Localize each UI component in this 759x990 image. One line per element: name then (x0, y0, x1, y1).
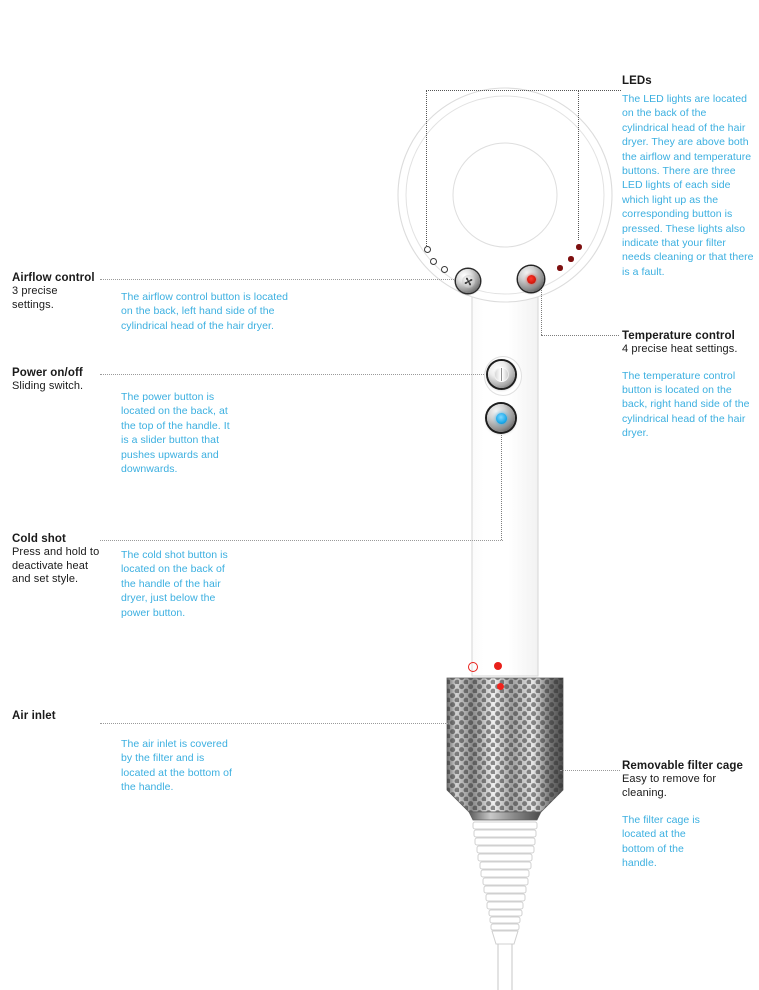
slider-icon (494, 367, 509, 382)
leader-power (100, 374, 490, 375)
callout-filter-cage-body: The filter cage is located at the bottom of the handle. (622, 814, 700, 870)
callout-cold-shot-title: Cold shot (12, 533, 66, 545)
filter-indicator-ring-icon (468, 662, 478, 672)
callout-air-inlet-body: The air inlet is covered by the filter and is located at the bottom of the handle. (121, 738, 232, 794)
airflow-control-button[interactable] (456, 269, 480, 293)
callout-airflow-control (12, 271, 96, 312)
callout-air-inlet (12, 709, 102, 723)
leader-air-inlet (100, 723, 450, 724)
temperature-control-button[interactable] (518, 266, 544, 292)
leader-leds-top (426, 90, 621, 91)
led-right-1 (576, 244, 582, 250)
filter-cage-alert-dot-icon (497, 683, 504, 690)
callout-cold-shot (12, 532, 107, 587)
callout-filter-cage-title: Removable filter cage (622, 760, 743, 772)
callout-filter-cage-subtitle: Easy to remove for cleaning. (622, 773, 717, 799)
callout-leds (622, 74, 754, 279)
power-slider-button[interactable] (488, 361, 515, 388)
leader-temperature-vertical (541, 288, 542, 335)
led-left-3 (441, 266, 448, 273)
callout-cold-shot-subtitle: Press and hold to deactivate heat and set style. (12, 546, 100, 585)
heat-indicator-icon (527, 275, 536, 284)
filter-indicator-dot-icon (494, 662, 502, 670)
callout-airflow-subtitle: 3 precise settings. (12, 285, 58, 311)
cold-shot-button[interactable] (487, 404, 515, 432)
callout-power-title: Power on/off (12, 367, 83, 379)
callout-airflow-body: The airflow control button is located on the back, left hand side of the cylindrical head of the hair dryer. (121, 291, 289, 332)
callout-temperature-control (622, 329, 754, 441)
leader-leds-left-vertical (426, 90, 427, 250)
callout-cold-shot-body: The cold shot button is located on the back of the handle of the hair dryer, just below the power button. (121, 549, 228, 619)
callout-temperature-title: Temperature control (622, 330, 735, 342)
callout-temperature-body: The temperature control button is located on the back, right hand side of the cylindrical head of the hair dryer. (622, 369, 750, 440)
led-right-2 (568, 256, 574, 262)
callout-leds-title: LEDs (622, 75, 652, 87)
callout-leds-body: The LED lights are located on the back of the cylindrical head of the hair dryer. They are above both the airflow and temperature buttons. There are three LED lights of each side which light up as the corresponding button is pressed. These lights also indicate that your filter needs cleaning or that there is a fault. (622, 93, 754, 278)
callout-power-subtitle: Sliding switch. (12, 380, 84, 392)
callout-air-inlet-title: Air inlet (12, 710, 56, 722)
callout-temperature-subtitle: 4 precise heat settings. (622, 343, 738, 355)
callout-airflow-title: Airflow control (12, 272, 95, 284)
fan-icon (462, 275, 475, 288)
led-left-2 (430, 258, 437, 265)
callout-power-body: The power button is located on the back, at the top of the handle. It is a slider button that pushes upwards and downwards. (121, 391, 230, 476)
leader-filter-cage (560, 770, 620, 771)
callout-power (12, 366, 96, 394)
led-left-1 (424, 246, 431, 253)
led-right-3 (557, 265, 563, 271)
callout-filter-cage (622, 759, 758, 871)
cold-indicator-icon (496, 413, 507, 424)
leader-coldshot-horizontal (100, 540, 503, 541)
leader-leds-right-vertical (578, 90, 579, 240)
leader-airflow (100, 279, 460, 280)
slider-bar-icon (501, 368, 503, 381)
leader-coldshot-vertical (501, 432, 502, 540)
leader-temperature-horizontal (541, 335, 619, 336)
